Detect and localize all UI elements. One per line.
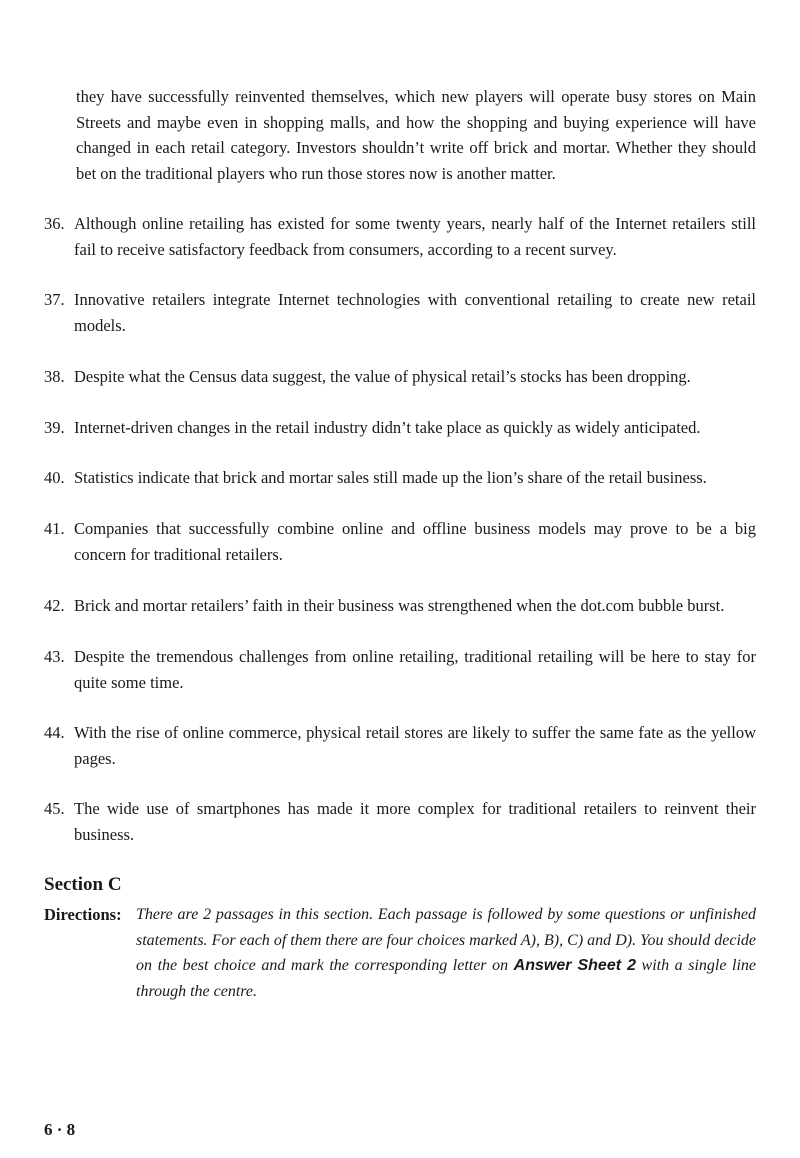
- directions-text-part-2: with a single line through the centre.: [136, 957, 757, 1000]
- statement-43: [44, 644, 756, 695]
- directions: [44, 902, 756, 1004]
- statement-text: The wide use of smartphones has made it more complex for traditional retailers to reinvent their business.: [74, 799, 756, 844]
- statement-text: Companies that successfully combine online and offline business models may prove to be a big concern for traditional retailers.: [74, 519, 756, 564]
- statement-text: Although online retailing has existed for some twenty years, nearly half of the Internet retailers still fail to receive satisfactory feedback from consumers, according to a recent survey.: [74, 214, 756, 259]
- statement-text: Innovative retailers integrate Internet technologies with conventional retailing to create new retail models.: [74, 290, 756, 335]
- statement-number: 41.: [44, 519, 65, 538]
- statement-number: 38.: [44, 367, 65, 386]
- statement-text: With the rise of online commerce, physical retail stores are likely to suffer the same fate as the yellow pages.: [74, 723, 756, 768]
- directions-label: Directions:: [44, 905, 122, 924]
- statement-number: 40.: [44, 468, 65, 487]
- statement-text: Internet-driven changes in the retail industry didn’t take place as quickly as widely anticipated.: [74, 418, 701, 437]
- statement-number: 43.: [44, 647, 65, 666]
- statement-text: Despite what the Census data suggest, the value of physical retail’s stocks has been dropping.: [74, 367, 691, 386]
- passage-continuation: they have successfully reinvented themselves, which new players will operate busy stores on Main Streets and maybe even in shopping malls, and how the shopping and buying experience will have changed in each retail category. Investors shouldn’t write off brick and mortar. Whether they should bet on the traditional players who run those stores now is another matter.: [76, 87, 756, 183]
- statement-number: 42.: [44, 596, 65, 615]
- answer-sheet-label: Answer Sheet 2: [513, 957, 636, 974]
- statement-number: 37.: [44, 290, 65, 309]
- statement-text: Brick and mortar retailers’ faith in their business was strengthened when the dot.com bubble burst.: [74, 596, 725, 615]
- statement-44: [44, 720, 756, 771]
- section-title: Section C: [44, 874, 122, 895]
- statement-39: [44, 415, 756, 441]
- statement-text: Despite the tremendous challenges from online retailing, traditional retailing will be here to stay for quite some time.: [74, 647, 756, 692]
- statement-38: [44, 364, 756, 390]
- directions-text: [136, 902, 756, 1004]
- page-number: 6 · 8: [44, 1120, 76, 1139]
- statement-36: [44, 211, 756, 262]
- statement-text: Statistics indicate that brick and mortar sales still made up the lion’s share of the retail business.: [74, 468, 707, 487]
- statement-40: [44, 465, 756, 491]
- statement-number: 36.: [44, 214, 65, 233]
- statement-number: 44.: [44, 723, 65, 742]
- statement-number: 45.: [44, 799, 65, 818]
- directions-text-part-1: There are 2 passages in this section. Each passage is followed by some questions or unfinished statements. For each of them there are four choices marked A), B), C) and D). You should decide on the best choice and mark the corresponding letter on: [136, 906, 756, 974]
- statement-45: [44, 796, 756, 847]
- statement-37: [44, 287, 756, 338]
- statement-number: 39.: [44, 418, 65, 437]
- statement-42: [44, 593, 756, 619]
- statement-41: [44, 516, 756, 567]
